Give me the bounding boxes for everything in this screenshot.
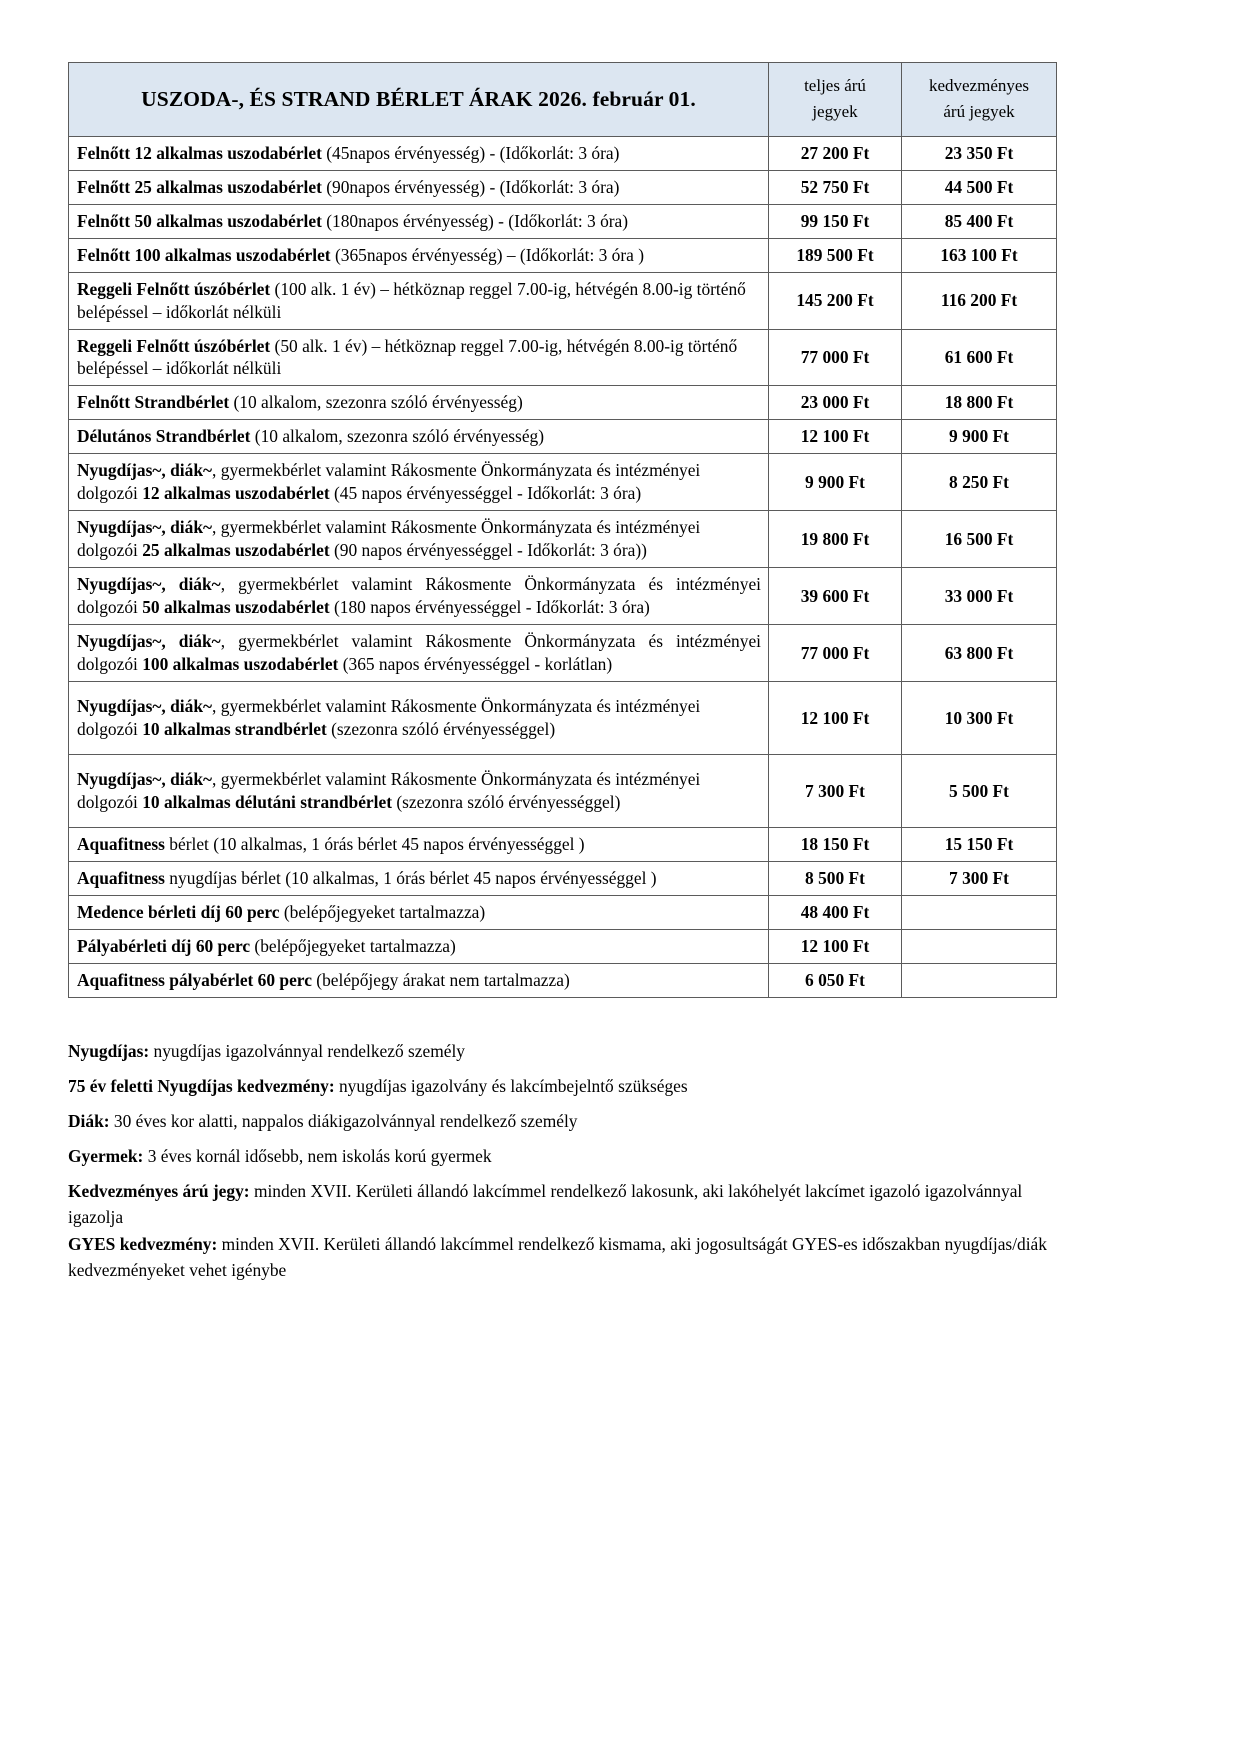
column-header-full-price <box>769 63 902 137</box>
discount-price-line-1: kedvezményes <box>928 76 1030 95</box>
row-description: Aquafitness pályabérlet 60 perc (belépőjegy árakat nem tartalmazza) <box>69 963 769 997</box>
row-discount-price: 8 250 Ft <box>902 454 1057 511</box>
note-term: 75 év feletti Nyugdíjas kedvezmény: <box>68 1075 335 1096</box>
row-full-price: 77 000 Ft <box>769 329 902 386</box>
row-description-emphasis: Felnőtt Strandbérlet <box>77 392 230 413</box>
row-description-emphasis: Aquafitness pályabérlet 60 perc <box>77 969 312 990</box>
row-description: Medence bérleti díj 60 perc (belépőjegyeket tartalmazza) <box>69 895 769 929</box>
note-item <box>68 1178 1058 1230</box>
note-item <box>68 1143 1058 1169</box>
row-description-emphasis: Nyugdíjas~, diák~ <box>77 631 221 652</box>
row-description-emphasis-secondary: 12 alkalmas uszodabérlet <box>142 483 330 504</box>
row-description-emphasis: Felnőtt 50 alkalmas uszodabérlet <box>77 210 322 231</box>
row-discount-price: 18 800 Ft <box>902 386 1057 420</box>
table-row <box>69 454 1057 511</box>
row-discount-price: 163 100 Ft <box>902 238 1057 272</box>
discount-price-line-2: árú jegyek <box>943 102 1015 122</box>
row-description-emphasis: Aquafitness <box>77 867 165 888</box>
row-discount-price: 33 000 Ft <box>902 568 1057 625</box>
note-term: Diák: <box>68 1111 110 1132</box>
row-full-price: 27 200 Ft <box>769 136 902 170</box>
column-header-discount-price <box>902 63 1057 137</box>
row-description: Aquafitness bérlet (10 alkalmas, 1 órás bérlet 45 napos érvényességgel ) <box>69 828 769 862</box>
row-full-price: 18 150 Ft <box>769 828 902 862</box>
row-description: Reggeli Felnőtt úszóbérlet (100 alk. 1 év) – hétköznap reggel 7.00-ig, hétvégén 8.00-ig történő belépéssel – időkorlát nélküli <box>69 272 769 329</box>
row-description-emphasis: Felnőtt 25 alkalmas uszodabérlet <box>77 176 322 197</box>
table-row <box>69 386 1057 420</box>
row-description: Délutános Strandbérlet (10 alkalom, szezonra szóló érvényesség) <box>69 420 769 454</box>
table-title: USZODA-, ÉS STRAND BÉRLET ÁRAK 2026. február 01. <box>69 63 769 137</box>
note-text: nyugdíjas igazolvány és lakcímbejelntő szükséges <box>334 1075 688 1096</box>
row-description-emphasis: Reggeli Felnőtt úszóbérlet <box>77 278 271 299</box>
table-row <box>69 861 1057 895</box>
table-header <box>69 63 1057 137</box>
row-description-emphasis: Reggeli Felnőtt úszóbérlet <box>77 335 271 356</box>
row-description: Felnőtt Strandbérlet (10 alkalom, szezonra szóló érvényesség) <box>69 386 769 420</box>
row-full-price: 145 200 Ft <box>769 272 902 329</box>
row-discount-price <box>902 963 1057 997</box>
note-item <box>68 1108 1058 1134</box>
note-term: Nyugdíjas: <box>68 1040 150 1061</box>
row-full-price: 77 000 Ft <box>769 625 902 682</box>
table-row <box>69 682 1057 755</box>
full-price-line-2: jegyek <box>812 102 858 122</box>
row-description: Pályabérleti díj 60 perc (belépőjegyeket tartalmazza) <box>69 929 769 963</box>
row-description-emphasis-secondary: 25 alkalmas uszodabérlet <box>142 540 330 561</box>
note-term: GYES kedvezmény: <box>68 1233 218 1254</box>
row-description: Nyugdíjas~, diák~, gyermekbérlet valamint Rákosmente Önkormányzata és intézményei dolgozói 100 alkalmas uszodabérlet (365 napos érvényességgel - korlátlan) <box>69 625 769 682</box>
row-full-price: 99 150 Ft <box>769 204 902 238</box>
row-discount-price <box>902 929 1057 963</box>
row-description: Nyugdíjas~, diák~, gyermekbérlet valamint Rákosmente Önkormányzata és intézményei dolgozói 25 alkalmas uszodabérlet (90 napos érvényességgel - Időkorlát: 3 óra)) <box>69 511 769 568</box>
note-term: Gyermek: <box>68 1146 144 1167</box>
row-discount-price: 61 600 Ft <box>902 329 1057 386</box>
table-row <box>69 420 1057 454</box>
row-description: Felnőtt 100 alkalmas uszodabérlet (365napos érvényesség) – (Időkorlát: 3 óra ) <box>69 238 769 272</box>
note-text: nyugdíjas igazolvánnyal rendelkező személy <box>149 1040 465 1061</box>
row-description: Aquafitness nyugdíjas bérlet (10 alkalmas, 1 órás bérlet 45 napos érvényességgel ) <box>69 861 769 895</box>
row-full-price: 19 800 Ft <box>769 511 902 568</box>
row-description-emphasis: Délutános Strandbérlet <box>77 426 251 447</box>
price-table <box>68 62 1057 998</box>
row-full-price: 48 400 Ft <box>769 895 902 929</box>
row-discount-price: 85 400 Ft <box>902 204 1057 238</box>
row-discount-price: 5 500 Ft <box>902 755 1057 828</box>
row-description-emphasis: Nyugdíjas~, diák~ <box>77 696 213 717</box>
row-full-price: 52 750 Ft <box>769 170 902 204</box>
row-description-emphasis: Felnőtt 100 alkalmas uszodabérlet <box>77 244 331 265</box>
row-description: Felnőtt 50 alkalmas uszodabérlet (180napos érvényesség) - (Időkorlát: 3 óra) <box>69 204 769 238</box>
row-description: Felnőtt 25 alkalmas uszodabérlet (90napos érvényesség) - (Időkorlát: 3 óra) <box>69 170 769 204</box>
table-row <box>69 204 1057 238</box>
table-row <box>69 963 1057 997</box>
table-row <box>69 929 1057 963</box>
row-description: Felnőtt 12 alkalmas uszodabérlet (45napos érvényesség) - (Időkorlát: 3 óra) <box>69 136 769 170</box>
table-row <box>69 170 1057 204</box>
row-full-price: 39 600 Ft <box>769 568 902 625</box>
note-item <box>68 1038 1058 1064</box>
row-description-emphasis: Nyugdíjas~, diák~ <box>77 460 213 481</box>
table-row <box>69 828 1057 862</box>
row-full-price: 6 050 Ft <box>769 963 902 997</box>
table-row <box>69 329 1057 386</box>
table-row <box>69 272 1057 329</box>
note-text: minden XVII. Kerületi állandó lakcímmel rendelkező kismama, aki jogosultságát GYES-es időszakban nyugdíjas/diák kedvezményeket vehet igénybe <box>68 1233 1047 1280</box>
row-discount-price: 116 200 Ft <box>902 272 1057 329</box>
row-full-price: 12 100 Ft <box>769 420 902 454</box>
row-description-emphasis-secondary: 10 alkalmas délutáni strandbérlet <box>142 792 392 813</box>
row-discount-price: 7 300 Ft <box>902 861 1057 895</box>
note-item <box>68 1073 1058 1099</box>
full-price-line-1: teljes árú <box>804 76 866 95</box>
row-description-emphasis: Pályabérleti díj 60 perc <box>77 935 251 956</box>
table-row <box>69 511 1057 568</box>
row-description: Nyugdíjas~, diák~, gyermekbérlet valamint Rákosmente Önkormányzata és intézményei dolgozói 12 alkalmas uszodabérlet (45 napos érvényességgel - Időkorlát: 3 óra) <box>69 454 769 511</box>
row-full-price: 23 000 Ft <box>769 386 902 420</box>
row-discount-price: 9 900 Ft <box>902 420 1057 454</box>
row-full-price: 189 500 Ft <box>769 238 902 272</box>
note-text: minden XVII. Kerületi állandó lakcímmel rendelkező lakosunk, aki lakóhelyét lakcímet igazoló igazolvánnyal igazolja <box>68 1181 1023 1228</box>
row-description-emphasis-secondary: 10 alkalmas strandbérlet <box>142 719 327 740</box>
row-description-emphasis-secondary: 50 alkalmas uszodabérlet <box>142 597 330 618</box>
row-description-emphasis: Nyugdíjas~, diák~ <box>77 574 221 595</box>
note-text: 30 éves kor alatti, nappalos diákigazolvánnyal rendelkező személy <box>109 1111 578 1132</box>
table-body <box>69 136 1057 997</box>
note-term: Kedvezményes árú jegy: <box>68 1181 250 1202</box>
table-row <box>69 755 1057 828</box>
row-full-price: 9 900 Ft <box>769 454 902 511</box>
header-row <box>69 63 1057 137</box>
row-description-emphasis: Aquafitness <box>77 834 165 854</box>
table-row <box>69 568 1057 625</box>
row-description: Reggeli Felnőtt úszóbérlet (50 alk. 1 év) – hétköznap reggel 7.00-ig, hétvégén 8.00-ig történő belépéssel – időkorlát nélküli <box>69 329 769 386</box>
row-full-price: 12 100 Ft <box>769 929 902 963</box>
table-row <box>69 625 1057 682</box>
row-description: Nyugdíjas~, diák~, gyermekbérlet valamint Rákosmente Önkormányzata és intézményei dolgozói 50 alkalmas uszodabérlet (180 napos érvényességgel - Időkorlát: 3 óra) <box>69 568 769 625</box>
row-description-emphasis: Nyugdíjas~, diák~ <box>77 769 213 790</box>
row-discount-price <box>902 895 1057 929</box>
row-full-price: 8 500 Ft <box>769 861 902 895</box>
legend-notes <box>68 1038 1161 1283</box>
note-item <box>68 1231 1058 1283</box>
note-text: 3 éves kornál idősebb, nem iskolás korú gyermek <box>143 1146 492 1167</box>
row-discount-price: 16 500 Ft <box>902 511 1057 568</box>
row-description-emphasis-secondary: 100 alkalmas uszodabérlet <box>142 654 339 675</box>
row-discount-price: 15 150 Ft <box>902 828 1057 862</box>
row-description-emphasis: Medence bérleti díj 60 perc <box>77 901 280 922</box>
row-description-emphasis: Nyugdíjas~, diák~ <box>77 517 213 538</box>
row-description: Nyugdíjas~, diák~, gyermekbérlet valamint Rákosmente Önkormányzata és intézményei dolgozói 10 alkalmas délutáni strandbérlet (szezonra szóló érvényességgel) <box>69 755 769 828</box>
row-description: Nyugdíjas~, diák~, gyermekbérlet valamint Rákosmente Önkormányzata és intézményei dolgozói 10 alkalmas strandbérlet (szezonra szóló érvényességgel) <box>69 682 769 755</box>
row-discount-price: 23 350 Ft <box>902 136 1057 170</box>
row-discount-price: 10 300 Ft <box>902 682 1057 755</box>
table-row <box>69 238 1057 272</box>
table-row <box>69 136 1057 170</box>
row-full-price: 12 100 Ft <box>769 682 902 755</box>
row-full-price: 7 300 Ft <box>769 755 902 828</box>
row-discount-price: 63 800 Ft <box>902 625 1057 682</box>
table-row <box>69 895 1057 929</box>
row-discount-price: 44 500 Ft <box>902 170 1057 204</box>
row-description-emphasis: Felnőtt 12 alkalmas uszodabérlet <box>77 142 322 163</box>
